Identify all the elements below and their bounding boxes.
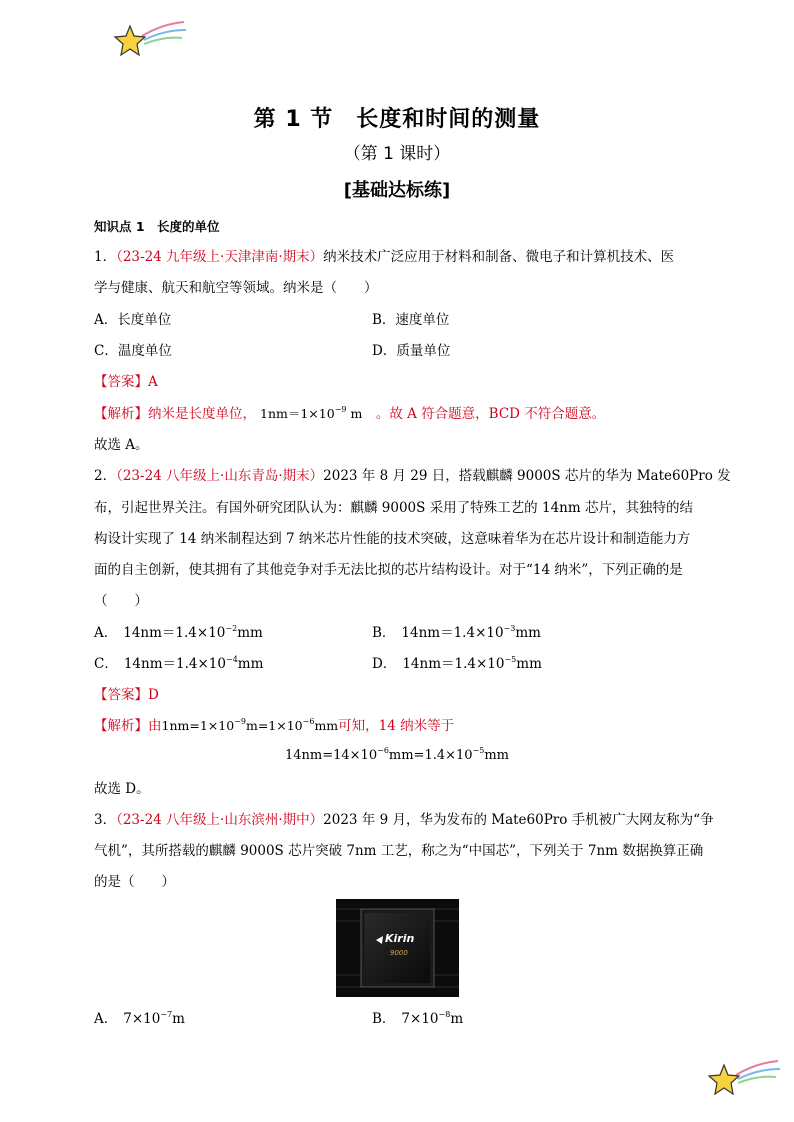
q2-option-c: C． $14nm=1.4\times 10^{-4}mm$ [94, 655, 264, 672]
q1-analysis-formula: $1nm=1\times 10^{-9}$ m [260, 405, 363, 421]
q3-stem-text: 2023 年 9 月，华为发布的 Mate60Pro 手机被广大网友称为“争 [323, 812, 714, 828]
q3-source: （23-24 八年级上·山东滨州·期中） [116, 812, 324, 828]
q2-analysis-label: 【解析】 [94, 718, 148, 734]
q2-stem-text: 2023 年 8 月 29 日，搭载麒麟 9000S 芯片的华为 Mate60Pro 发 [323, 468, 731, 484]
page-title: 第 1 节 长度和时间的测量 [253, 107, 541, 132]
q1-analysis-text: 纳米是长度单位， [148, 406, 256, 422]
q1-answer: 【答案】A [94, 374, 158, 390]
q3-stem-line2: 气机”，其所搭载的麒麟 9000S 芯片突破 7nm 工艺，称之为“中国芯”，下列关于 7nm 数据换算正确 [94, 843, 704, 859]
chip-brand: Kirin [385, 932, 415, 945]
q1-analysis-label: 【解析】 [94, 406, 148, 422]
q2-stem-line3: 构设计实现了 14 纳米制程达到 7 纳米芯片性能的技术突破，这意味着华为在芯片设计和制造能力方 [94, 531, 691, 547]
q1-stem-line1 [94, 248, 674, 266]
q2-analysis-equation: $14nm=14\times 10^{-6}mm=1.4\times 10^{-5}mm$ [284, 746, 510, 763]
q1-analysis [94, 405, 605, 423]
page-subtitle: （第 1 课时） [343, 144, 451, 164]
q1-option-c: C．温度单位 [94, 343, 172, 359]
q3-number: 3． [94, 812, 117, 828]
q3-option-a: A． $7\times 10^{-7}m$ [94, 1010, 185, 1027]
q1-number: 1． [94, 249, 117, 265]
decorative-star-icon [112, 16, 188, 60]
chip-model: 9000 [390, 949, 408, 957]
q3-stem-line1 [94, 811, 714, 829]
q1-option-a: A．长度单位 [94, 312, 172, 328]
q1-conclusion: 故选 A。 [94, 437, 149, 453]
chip-icon [336, 899, 459, 997]
knowledge-point-heading: 知识点 1 长度的单位 [94, 219, 220, 234]
q2-source: （23-24 八年级上·山东青岛·期末） [116, 468, 324, 484]
kirin-chip-image [336, 899, 459, 997]
q2-option-a: A． $14nm=1.4\times 10^{-2}mm$ [94, 624, 263, 641]
q1-analysis-conclusion-text: 。故 A 符合题意，BCD 不符合题意。 [362, 406, 606, 422]
section-heading: [基础达标练] [343, 180, 451, 201]
decorative-star-icon [706, 1055, 782, 1099]
q2-number: 2． [94, 468, 117, 484]
q1-stem-line2: 学与健康、航天和航空等领域。纳米是（ ） [94, 280, 378, 296]
q2-option-b: B． $14nm=1.4\times 10^{-3}mm$ [372, 624, 541, 641]
q1-option-d: D．质量单位 [372, 343, 451, 359]
q1-source: （23-24 九年级上·天津津南·期末） [116, 249, 324, 265]
q3-option-b: B． $7\times 10^{-8}m$ [372, 1010, 464, 1027]
q2-analysis: 【解析】由$1nm=1\times 10^{-9}m=1\times 10^{-6}mm$可知，14 纳米等于 [94, 717, 455, 734]
q2-stem-line4: 面的自主创新，使其拥有了其他竞争对手无法比拟的芯片结构设计。对于“14 纳米”，下列正确的是 [94, 562, 683, 578]
q2-stem-line1 [94, 467, 731, 485]
q2-answer: 【答案】D [94, 687, 159, 703]
q2-stem-line5: （ ） [94, 593, 148, 609]
q3-stem-line3: 的是（ ） [94, 874, 175, 890]
q2-analysis-formula: $1nm=1\times 10^{-9}m=1\times 10^{-6}mm$ [161, 717, 339, 733]
q1-option-b: B．速度单位 [372, 312, 450, 328]
q2-stem-line2: 布，引起世界关注。有国外研究团队认为：麒麟 9000S 采用了特殊工艺的 14nm 芯片，其独特的结 [94, 500, 693, 516]
q2-option-d: D． $14nm=1.4\times 10^{-5}mm$ [372, 655, 542, 672]
q1-stem-text: 纳米技术广泛应用于材料和制备、微电子和计算机技术、医 [323, 249, 675, 265]
q2-conclusion: 故选 D。 [94, 781, 150, 797]
